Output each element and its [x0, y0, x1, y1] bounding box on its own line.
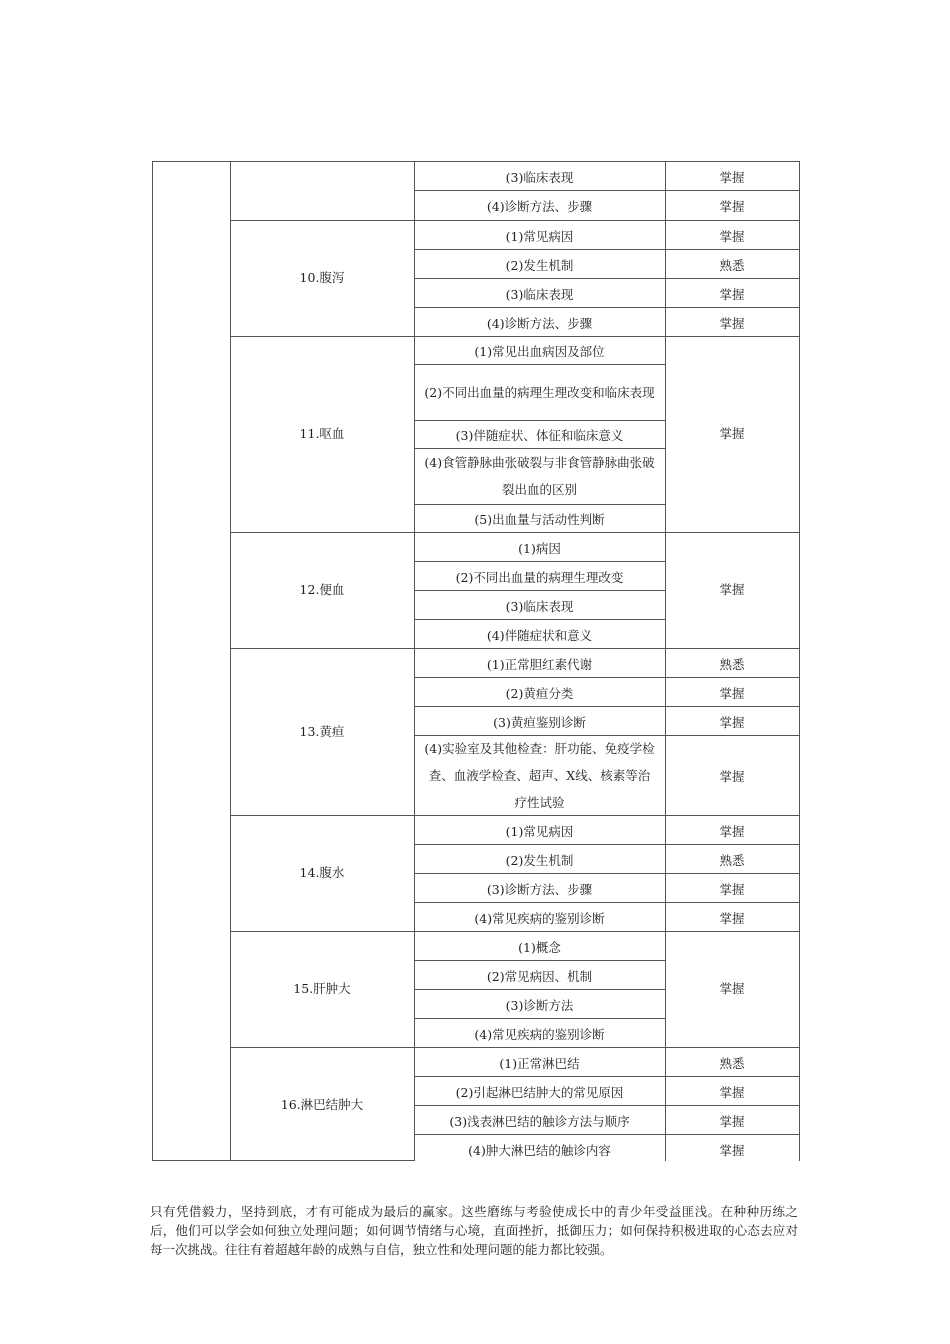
item-separator — [414, 1018, 665, 1019]
mastery-level: 掌握 — [719, 769, 745, 784]
item-cell: (1)常见病因 — [505, 824, 574, 839]
item-separator — [414, 873, 800, 874]
item-cell: (2)发生机制 — [505, 258, 574, 273]
item-cell: (3)浅表淋巴结的触诊方法与顺序 — [449, 1114, 630, 1129]
item-separator — [414, 420, 665, 421]
item-cell: (3)临床表现 — [505, 599, 574, 614]
mastery-level: 掌握 — [719, 229, 745, 244]
table-top-border — [152, 161, 800, 162]
column-line — [799, 161, 800, 1161]
item-cell: (4)伴随症状和意义 — [486, 628, 593, 643]
item-cell: (4)常见疾病的鉴别诊断 — [474, 1027, 605, 1042]
mastery-level: 掌握 — [719, 170, 745, 185]
item-cell: (2)常见病因、机制 — [486, 969, 593, 984]
item-cell: (4)实验室及其他检查：肝功能、免疫学检查、血液学检查、超声、X线、核素等治疗性试验 — [424, 740, 655, 810]
item-cell: (4)诊断方法、步骤 — [486, 316, 593, 331]
item-cell: (1)常见出血病因及部位 — [474, 344, 605, 359]
column-line — [152, 161, 153, 1161]
item-separator — [414, 706, 800, 707]
item-cell: (4)常见疾病的鉴别诊断 — [474, 911, 605, 926]
item-cell: (2)不同出血量的病理生理改变 — [455, 570, 624, 585]
item-cell: (1)概念 — [518, 940, 561, 955]
mastery-level: 掌握 — [719, 686, 745, 701]
item-separator — [414, 1105, 800, 1106]
mastery-level: 掌握 — [719, 1114, 745, 1129]
mastery-level: 掌握 — [719, 882, 745, 897]
mastery-level: 熟悉 — [719, 258, 745, 273]
mastery-level: 掌握 — [719, 199, 745, 214]
item-separator — [414, 1076, 800, 1077]
mastery-level: 掌握 — [719, 824, 745, 839]
topic-cell: 14.腹水 — [299, 865, 345, 880]
item-cell: (1)正常淋巴结 — [499, 1056, 580, 1071]
mastery-level: 熟悉 — [719, 853, 745, 868]
mastery-level: 掌握 — [719, 981, 745, 996]
item-cell: (2)引起淋巴结肿大的常见原因 — [455, 1085, 624, 1100]
mastery-level: 掌握 — [719, 911, 745, 926]
item-separator — [414, 619, 665, 620]
item-separator — [414, 989, 665, 990]
item-cell: (2)发生机制 — [505, 853, 574, 868]
item-cell: (3)临床表现 — [505, 287, 574, 302]
item-separator — [414, 504, 665, 505]
mastery-level: 掌握 — [719, 1085, 745, 1100]
item-cell: (1)病因 — [518, 541, 561, 556]
column-line — [665, 161, 666, 1161]
mastery-level: 掌握 — [719, 287, 745, 302]
topic-cell: 12.便血 — [299, 582, 345, 597]
item-cell: (2)黄疸分类 — [505, 686, 574, 701]
topic-cell: 13.黄疸 — [299, 724, 345, 739]
topic-cell: 16.淋巴结肿大 — [280, 1097, 364, 1112]
item-cell: (3)诊断方法 — [505, 998, 574, 1013]
item-cell: (5)出血量与活动性判断 — [474, 512, 605, 527]
item-separator — [414, 307, 800, 308]
item-separator — [414, 590, 665, 591]
syllabus-table — [152, 161, 800, 1161]
item-separator — [414, 844, 800, 845]
item-cell: (3)诊断方法、步骤 — [486, 882, 593, 897]
topic-cell: 10.腹泻 — [299, 270, 345, 285]
topic-cell: 11.呕血 — [299, 426, 345, 441]
mastery-level: 掌握 — [719, 316, 745, 331]
table-bottom-border — [152, 1160, 415, 1161]
item-cell: (3)黄疸鉴别诊断 — [493, 715, 586, 730]
item-separator — [414, 960, 665, 961]
mastery-level: 掌握 — [719, 1143, 745, 1158]
item-cell: (4)诊断方法、步骤 — [486, 199, 593, 214]
mastery-level: 熟悉 — [719, 657, 745, 672]
item-cell: (1)正常胆红素代谢 — [486, 657, 593, 672]
mastery-level: 掌握 — [719, 715, 745, 730]
topic-cell: 15.肝肿大 — [293, 981, 351, 996]
item-cell: (2)不同出血量的病理生理改变和临床表现 — [424, 384, 655, 400]
mastery-level: 掌握 — [719, 582, 745, 597]
mastery-level: 掌握 — [719, 426, 745, 441]
item-separator — [414, 190, 800, 191]
column-line — [230, 161, 231, 1161]
item-cell: (3)临床表现 — [505, 170, 574, 185]
mastery-level: 熟悉 — [719, 1056, 745, 1071]
item-cell: (1)常见病因 — [505, 229, 574, 244]
item-cell: (4)肿大淋巴结的触诊内容 — [468, 1143, 611, 1158]
item-separator — [414, 1134, 800, 1135]
footer-paragraph: 只有凭借毅力，坚持到底，才有可能成为最后的赢家。这些磨练与考验使成长中的青少年受益匪浅。在种种历练之后，他们可以学会如何独立处理问题；如何调节情绪与心境，直面挫折，抵御压力；如何保持积极进取的心态去应对每一次挑战。往往有着超越年龄的成熟与自信，独立性和处理问题的能力都比较强。 — [150, 1204, 798, 1257]
item-cell: (4)食管静脉曲张破裂与非食管静脉曲张破裂出血的区别 — [424, 455, 655, 497]
item-separator — [414, 902, 800, 903]
column-line — [414, 161, 415, 1161]
item-cell: (3)伴随症状、体征和临床意义 — [455, 428, 624, 443]
item-separator — [414, 249, 800, 250]
item-separator — [414, 677, 800, 678]
item-separator — [414, 561, 665, 562]
item-separator — [414, 278, 800, 279]
